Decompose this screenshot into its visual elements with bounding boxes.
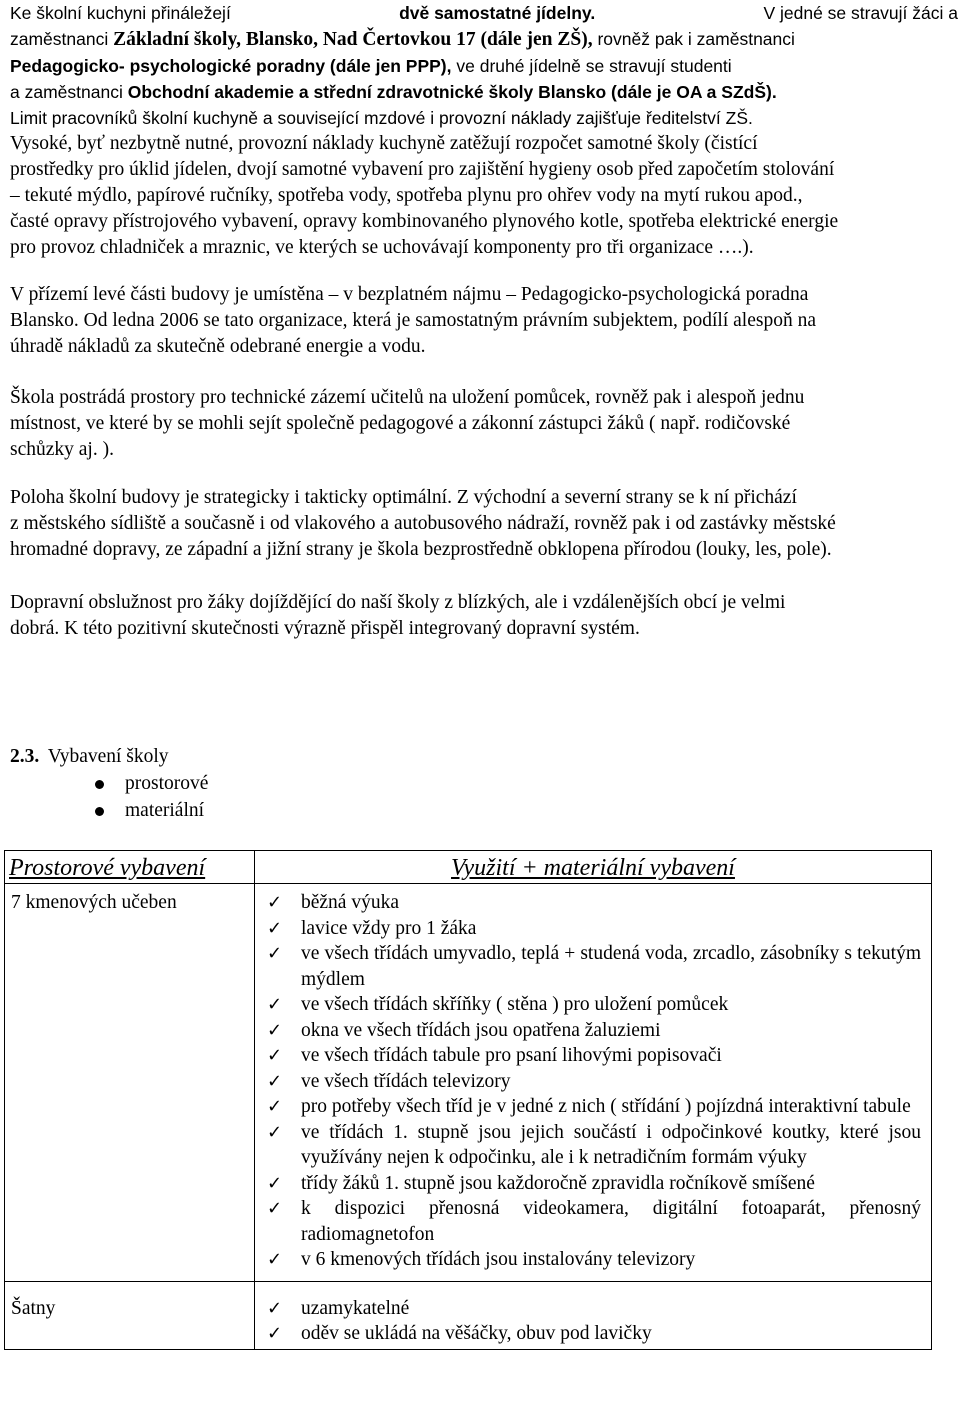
header-prostorove: Prostorové vybavení	[5, 851, 255, 884]
checklist-text: ve všech třídách televizory	[301, 1070, 511, 1092]
checklist-text: ve všech třídách skříňky ( stěna ) pro uložení pomůcek	[301, 994, 729, 1015]
checklist-item	[267, 1171, 921, 1197]
text-line: Dopravní obslužnost pro žáky dojíždějící do naší školy z blízkých, ale i vzdálenějších obcí je velmi	[10, 592, 786, 613]
checklist-text: uzamykatelné	[301, 1297, 410, 1319]
room-cell: Šatny	[5, 1281, 255, 1349]
checklist-item	[267, 992, 921, 1018]
section-number: 2.3.	[10, 746, 40, 767]
header-vyuziti: Využití + materiální vybavení	[255, 851, 932, 884]
paragraph-location	[10, 485, 958, 563]
checklist-item	[267, 1069, 921, 1095]
text-span-bold: Obchodní akademie a střední zdravotnické školy Blansko (dále je OA a SZdŠ).	[127, 82, 777, 102]
text-line: Poloha školní budovy je strategicky i takticky optimální. Z východní a severní strany se k ní přichází	[10, 487, 797, 508]
checklist-item	[267, 1321, 921, 1347]
table-row	[5, 1281, 932, 1349]
text-span-bold: Základní školy, Blansko, Nad Čertovkou 17 (dále jen ZŠ),	[113, 29, 593, 50]
text-line: – tekuté mýdlo, papírové ručníky, spotřeba vody, spotřeba plynu pro ohřev vody na mytí rukou apod.,	[10, 185, 803, 206]
text-line	[10, 26, 958, 53]
text-line: z městského sídliště a současně i od vlakového a autobusového nádraží, rovněž pak i od zastávky městské	[10, 513, 836, 534]
checklist-item	[267, 1043, 921, 1069]
bullet-label: prostorové	[125, 773, 209, 794]
room-cell: 7 kmenových učeben	[5, 884, 255, 1282]
bullet-label: materiální	[125, 799, 205, 821]
paragraph-ppp	[10, 282, 958, 360]
checklist-item	[267, 1120, 921, 1171]
paragraph-transport	[10, 590, 958, 642]
checklist-text: lavice vždy pro 1 žáka	[301, 917, 477, 939]
paragraph-kitchen	[10, 0, 958, 261]
text-line: prostředky pro úklid jídelen, dvojí samotné vybavení pro zajištění hygieny osob před započetím stolování	[10, 159, 835, 180]
text-span: ve druhé jídelně se stravují studenti	[451, 56, 732, 76]
text-line: úhradě nákladů za skutečně odebrané energie a vodu.	[10, 336, 426, 357]
checklist-text: pro potřeby všech tříd je v jedné z nich ( střídání ) pojízdná interaktivní tabule	[301, 1096, 911, 1117]
text-line: Škola postrádá prostory pro technické zázemí učitelů na uložení pomůcek, rovněž pak i alespoň jednu	[10, 387, 805, 408]
checklist-text: třídy žáků 1. stupně jsou každoročně zpravidla ročníkově smíšené	[301, 1172, 815, 1194]
items-cell	[255, 884, 932, 1282]
text-span: V jedné se stravují žáci a	[763, 3, 958, 23]
checklist-item	[267, 1296, 921, 1322]
text-line	[10, 79, 958, 105]
checklist-item	[267, 916, 921, 942]
text-line: Limit pracovníků školní kuchyně a související mzdové i provozní náklady zajišťuje ředitelství ZŠ.	[10, 108, 753, 128]
section-heading	[10, 744, 169, 770]
checklist-item	[267, 1094, 921, 1120]
items-cell	[255, 1281, 932, 1349]
text-line	[10, 0, 958, 26]
checklist	[255, 884, 931, 1281]
text-line: hromadné dopravy, ze západní a jižní strany je škola bezprostředně obklopena přírodou (louky, les, pole).	[10, 539, 832, 560]
checklist-text: okna ve všech třídách jsou opatřena žaluziemi	[301, 1019, 661, 1041]
checklist-item	[267, 890, 921, 916]
checklist-text: ve všech třídách tabule pro psaní lihovými popisovači	[301, 1045, 722, 1066]
text-line: pro provoz chladniček a mraznic, ve kterých se uchovávají komponenty pro tři organizace ….).	[10, 237, 754, 258]
checklist-item	[267, 1247, 921, 1273]
text-line: místnost, ve které by se mohli sejít společně pedagogové a zákonní zástupci žáků ( např. rodičovské	[10, 413, 791, 434]
checklist-text: ve všech třídách umyvadlo, teplá + studená voda, zrcadlo, zásobníky s tekutým mýdlem	[301, 943, 921, 990]
text-line	[10, 53, 958, 79]
text-line: dobrá. K této pozitivní skutečnosti výrazně přispěl integrovaný dopravní systém.	[10, 618, 640, 639]
equipment-type-list	[95, 771, 208, 824]
text-span-bold: dvě samostatné jídelny.	[399, 3, 596, 23]
text-span-bold: Pedagogicko- psychologické poradny (dále jen PPP),	[10, 56, 452, 76]
checklist-text: oděv se ukládá na věšáčky, obuv pod lavičky	[301, 1323, 652, 1344]
table-header-row	[5, 851, 932, 884]
text-span: zaměstnanci	[10, 29, 114, 49]
bullet-item	[95, 771, 208, 798]
bullet-item	[95, 798, 208, 825]
text-line: schůzky aj. ).	[10, 439, 114, 460]
checklist-item	[267, 941, 921, 992]
checklist-text: běžná výuka	[301, 892, 399, 913]
checklist-text: v 6 kmenových třídách jsou instalovány televizory	[301, 1249, 696, 1270]
section-title: Vybavení školy	[47, 746, 169, 767]
text-line: Vysoké, byť nezbytně nutné, provozní náklady kuchyně zatěžují rozpočet samotné školy (čistící	[10, 133, 758, 154]
checklist	[255, 1282, 931, 1349]
checklist-text: ve třídách 1. stupně jsou jejich součástí i odpočinkové koutky, které jsou využívány nejen k odpočinku, ale i k netradičním formám výuky	[301, 1121, 921, 1168]
text-span: a zaměstnanci	[10, 82, 128, 102]
checklist-text: k dispozici přenosná videokamera, digitální fotoaparát, přenosný radiomagnetofon	[301, 1198, 921, 1245]
checklist-item	[267, 1196, 921, 1247]
paragraph-facilities	[10, 385, 958, 463]
text-span: rovněž pak i zaměstnanci	[592, 29, 795, 49]
equipment-table	[4, 850, 932, 1350]
text-line: časté opravy přístrojového vybavení, opravy kombinovaného plynového kotle, spotřeba elektrické energie	[10, 211, 839, 232]
table-row	[5, 884, 932, 1282]
text-line: V přízemí levé části budovy je umístěna – v bezplatném nájmu – Pedagogicko-psychologická poradna	[10, 284, 809, 305]
text-line: Blansko. Od ledna 2006 se tato organizace, která je samostatným právním subjektem, podílí alespoň na	[10, 310, 816, 331]
checklist-item	[267, 1018, 921, 1044]
text-span: Ke školní kuchyni přináležejí	[10, 3, 231, 23]
